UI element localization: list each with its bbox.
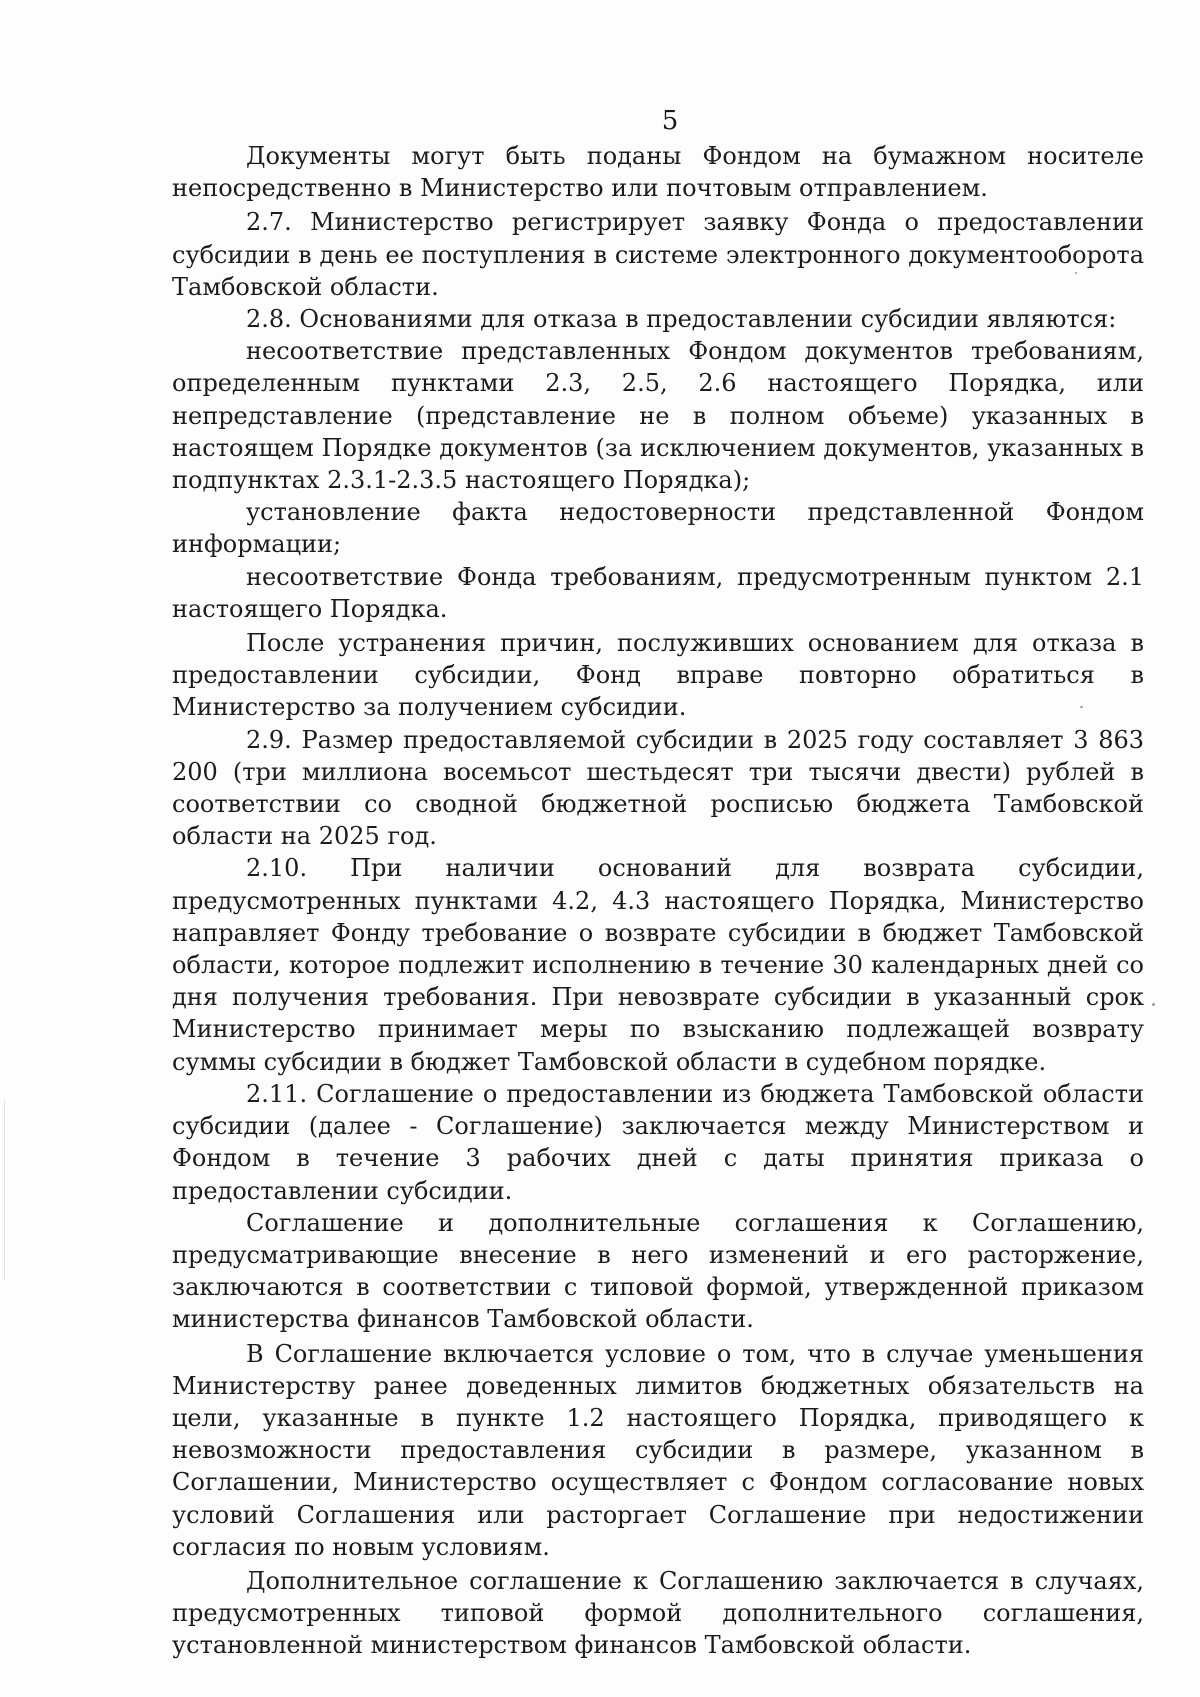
paragraph-2-7: 2.7. Министерство регистрирует заявку Фонда о предоставлении субсидии в день ее поступления в системе электронного документооборота Тамбовской области. bbox=[172, 208, 1144, 301]
paragraph-agreement-condition: В Соглашение включается условие о том, что в случае уменьшения Министерству ранее доведенных лимитов бюджетных обязательств на цели, указанные в пункте 1.2 настоящего Порядка, приводящего к невозможности предоставления субсидии в размере, указанном в Соглашении, Министерство осуществляет с Фондом согласование новых условий Соглашения или расторгает Соглашение при недостижении согласия по новым условиям. bbox=[172, 1339, 1144, 1561]
scan-artifact-line bbox=[4, 1100, 5, 1280]
paragraph-additional-agreement: Дополнительное соглашение к Соглашению заключается в случаях, предусмотренных типовой формой дополнительного соглашения, установленной министерством финансов Тамбовской области. bbox=[172, 1566, 1144, 1660]
page-number: 5 bbox=[661, 106, 679, 136]
scan-speck bbox=[1152, 1003, 1155, 1006]
scan-speck bbox=[1080, 706, 1083, 708]
paragraph-refusal-reason-3: несоответствие Фонда требованиям, предусмотренным пунктом 2.1 настоящего Порядка. bbox=[172, 562, 1144, 623]
paragraph-reapplication: После устранения причин, послуживших основанием для отказа в предоставлении субсидии, Фонд вправе повторно обратиться в Министерство за получением субсидии. bbox=[172, 629, 1144, 722]
document-body bbox=[172, 140, 1144, 1662]
paragraph-2-10: 2.10. При наличии оснований для возврата субсидии, предусмотренных пунктами 4.2, 4.3 настоящего Порядка, Министерство направляет Фонду требование о возврате субсидии в бюджет Тамбовской области, которое подлежит исполнению в течение 30 календарных дней со дня получения требования. При невозврате субсидии в указанный срок Министерство принимает меры по взысканию подлежащей возврату суммы субсидии в бюджет Тамбовской области в судебном порядке. bbox=[172, 854, 1144, 1076]
paragraph-2-11: 2.11. Соглашение о предоставлении из бюджета Тамбовской области субсидии (далее - Соглашение) заключается между Министерством и Фондом в течение 3 рабочих дней с даты принятия приказа о предоставлении субсидии. bbox=[172, 1079, 1144, 1205]
paragraph-agreement-form: Соглашение и дополнительные соглашения к Соглашению, предусматривающие внесение в него изменений и его расторжение, заключаются в соответствии с типовой формой, утвержденной приказом министерства финансов Тамбовской области. bbox=[172, 1208, 1144, 1334]
paragraph-2-8: 2.8. Основаниями для отказа в предоставлении субсидии являются: bbox=[246, 305, 1117, 334]
paragraph-2-9: 2.9. Размер предоставляемой субсидии в 2025 году составляет 3 863 200 (три миллиона восемьсот шестьдесят три тысячи двести) рублей в соответствии со сводной бюджетной росписью бюджета Тамбовской области на 2025 год. bbox=[172, 725, 1144, 851]
scan-speck bbox=[1075, 272, 1077, 274]
paragraph-documents-submission: Документы могут быть поданы Фондом на бумажном носителе непосредственно в Министерство или почтовым отправлением. bbox=[172, 142, 1144, 203]
paragraph-refusal-reason-1: несоответствие представленных Фондом документов требованиям, определенным пунктами 2.3, 2.5, 2.6 настоящего Порядка, или непредставление (представление не в полном объеме) указанных в настоящем Порядке документов (за исключением документов, указанных в подпунктах 2.3.1-2.3.5 настоящего Порядка); bbox=[172, 337, 1144, 495]
paragraph-refusal-reason-2: установление факта недостоверности представленной Фондом информации; bbox=[172, 498, 1144, 559]
